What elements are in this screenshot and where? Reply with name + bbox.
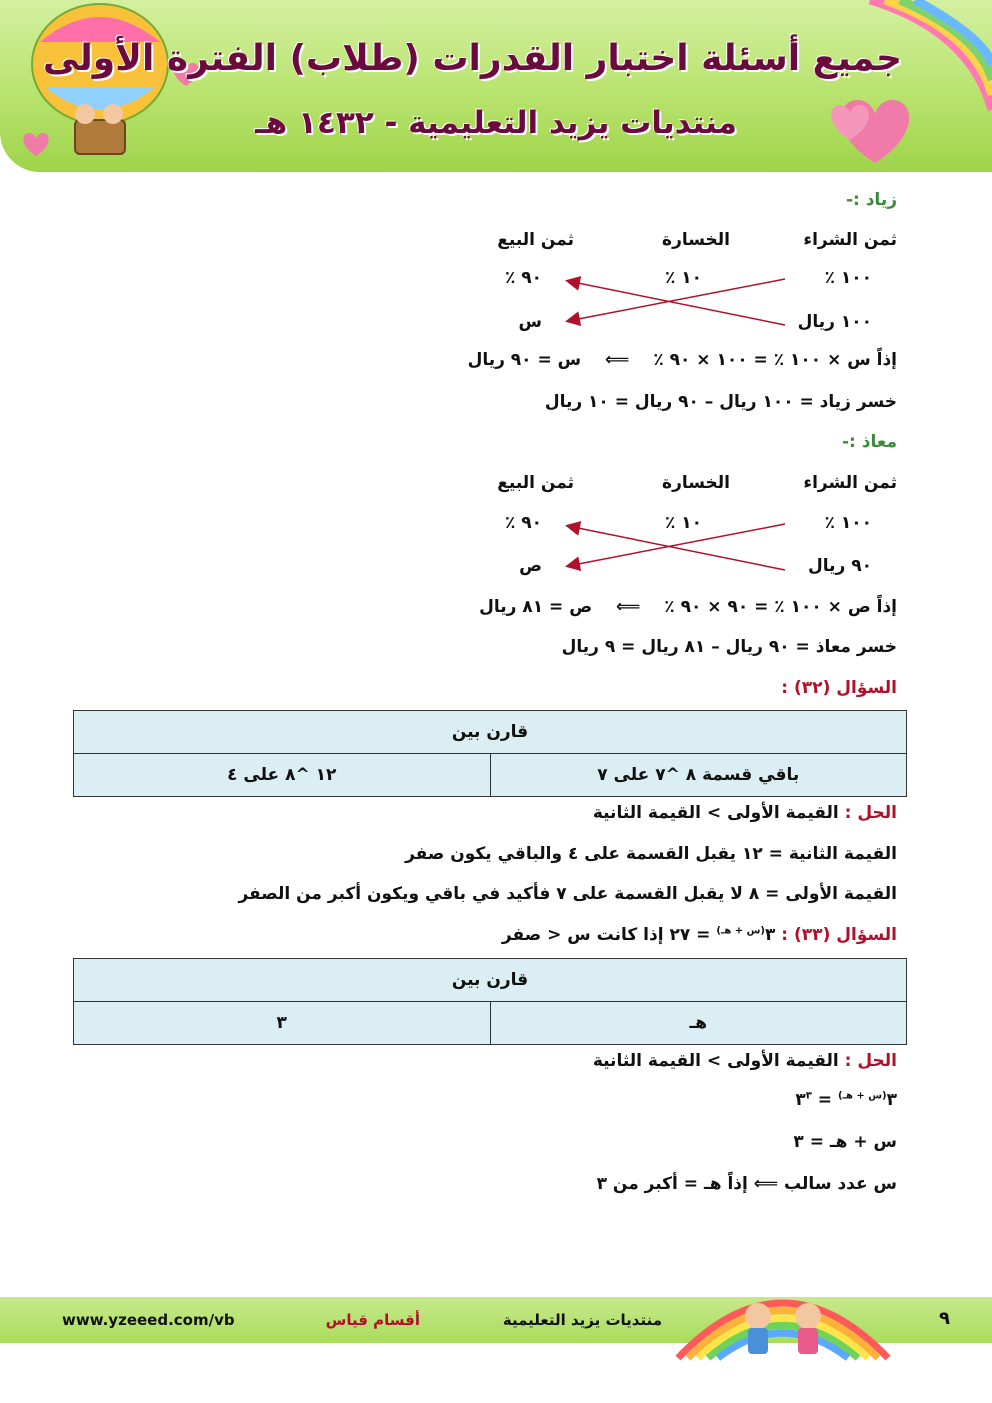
explanation-line: القيمة الثانية = ١٢ يقبل القسمة على ٤ والباقي يكون صفر: [405, 844, 897, 864]
heart-icon: [18, 128, 54, 158]
compare-table-q33: [73, 958, 907, 1045]
purchase-value: ١٠٠ ريال: [797, 312, 872, 332]
result-line: خسر زياد = ١٠٠ ريال – ٩٠ ريال = ١٠ ريال: [544, 392, 897, 412]
equation-line: إذاً ص × ١٠٠ ٪ = ٩٠ × ٩٠ ٪ ⟸ ص = ٨١ ريال: [479, 597, 897, 617]
first-quantity-cell: باقي قسمة ٨ ^٧ على ٧: [490, 754, 907, 797]
compare-table-q32: [73, 710, 907, 797]
working-line: س + هـ = ٣: [793, 1132, 897, 1152]
working-line: $٣^{(س + هـ)}$ = $٣^٣$: [795, 1090, 897, 1110]
working-line: س عدد سالب ⟸ إذاً هـ = أكبر من ٣: [596, 1174, 897, 1194]
cross-multiply-arrows: [550, 510, 810, 580]
col-loss-label: الخسارة: [662, 473, 730, 493]
purchase-value: ٩٠ ريال: [808, 556, 872, 576]
hearts-decoration: [820, 85, 930, 170]
compare-header: قارن بين: [74, 711, 907, 754]
sale-percent: ٩٠ ٪: [504, 513, 542, 533]
explanation-line: القيمة الأولى = ٨ لا يقبل القسمة على ٧ فأكيد في باقي ويكون أكبر من الصفر: [238, 884, 897, 904]
footer-url-link[interactable]: www.yzeeed.com/vb: [62, 1311, 235, 1329]
purchase-percent: ١٠٠ ٪: [824, 268, 872, 288]
footer-forum-name: منتديات يزيد التعليمية: [502, 1311, 662, 1329]
loss-percent: ١٠ ٪: [664, 268, 702, 288]
first-quantity-cell: هـ: [490, 1002, 907, 1045]
kids-rainbow-illustration: [668, 1258, 898, 1368]
sale-unknown: س: [518, 312, 542, 332]
question-32-label: السؤال (٣٢) :: [781, 678, 897, 698]
result-line: خسر معاذ = ٩٠ ريال – ٨١ ريال = ٩ ريال: [561, 637, 897, 657]
sale-percent: ٩٠ ٪: [504, 268, 542, 288]
col-purchase-label: ثمن الشراء: [803, 230, 897, 250]
second-quantity-cell: ١٢ ^٨ على ٤: [74, 754, 491, 797]
equation-line: إذاً س × ١٠٠ ٪ = ١٠٠ × ٩٠ ٪ ⟸ س = ٩٠ ريال: [467, 350, 897, 370]
question-33-statement: السؤال (٣٣) : $٣^{(س + هـ)}$ = ٢٧ إذا كانت س < صفر: [501, 925, 897, 945]
page-subtitle: منتديات يزيد التعليمية - ١٤٣٢ هـ: [255, 105, 737, 141]
solution-line: الحل : القيمة الأولى > القيمة الثانية: [592, 803, 897, 823]
solution-line: الحل : القيمة الأولى > القيمة الثانية: [592, 1051, 897, 1071]
footer-section-link[interactable]: أقسام قياس: [325, 1311, 420, 1329]
loss-percent: ١٠ ٪: [664, 513, 702, 533]
col-loss-label: الخسارة: [662, 230, 730, 250]
cross-multiply-arrows: [550, 265, 810, 335]
col-sale-label: ثمن البيع: [497, 230, 574, 250]
page-header: [0, 0, 992, 172]
col-sale-label: ثمن البيع: [497, 473, 574, 493]
col-purchase-label: ثمن الشراء: [803, 473, 897, 493]
page-title: جميع أسئلة اختبار القدرات (طلاب) الفترة الأولى: [42, 38, 902, 79]
sale-unknown: ص: [519, 556, 542, 576]
second-quantity-cell: ٣: [74, 1002, 491, 1045]
page-number: ٩: [939, 1308, 950, 1329]
section-heading-muath: معاذ :-: [841, 432, 897, 452]
compare-header: قارن بين: [74, 959, 907, 1002]
section-heading-ziad: زياد :-: [845, 190, 897, 210]
purchase-percent: ١٠٠ ٪: [824, 513, 872, 533]
